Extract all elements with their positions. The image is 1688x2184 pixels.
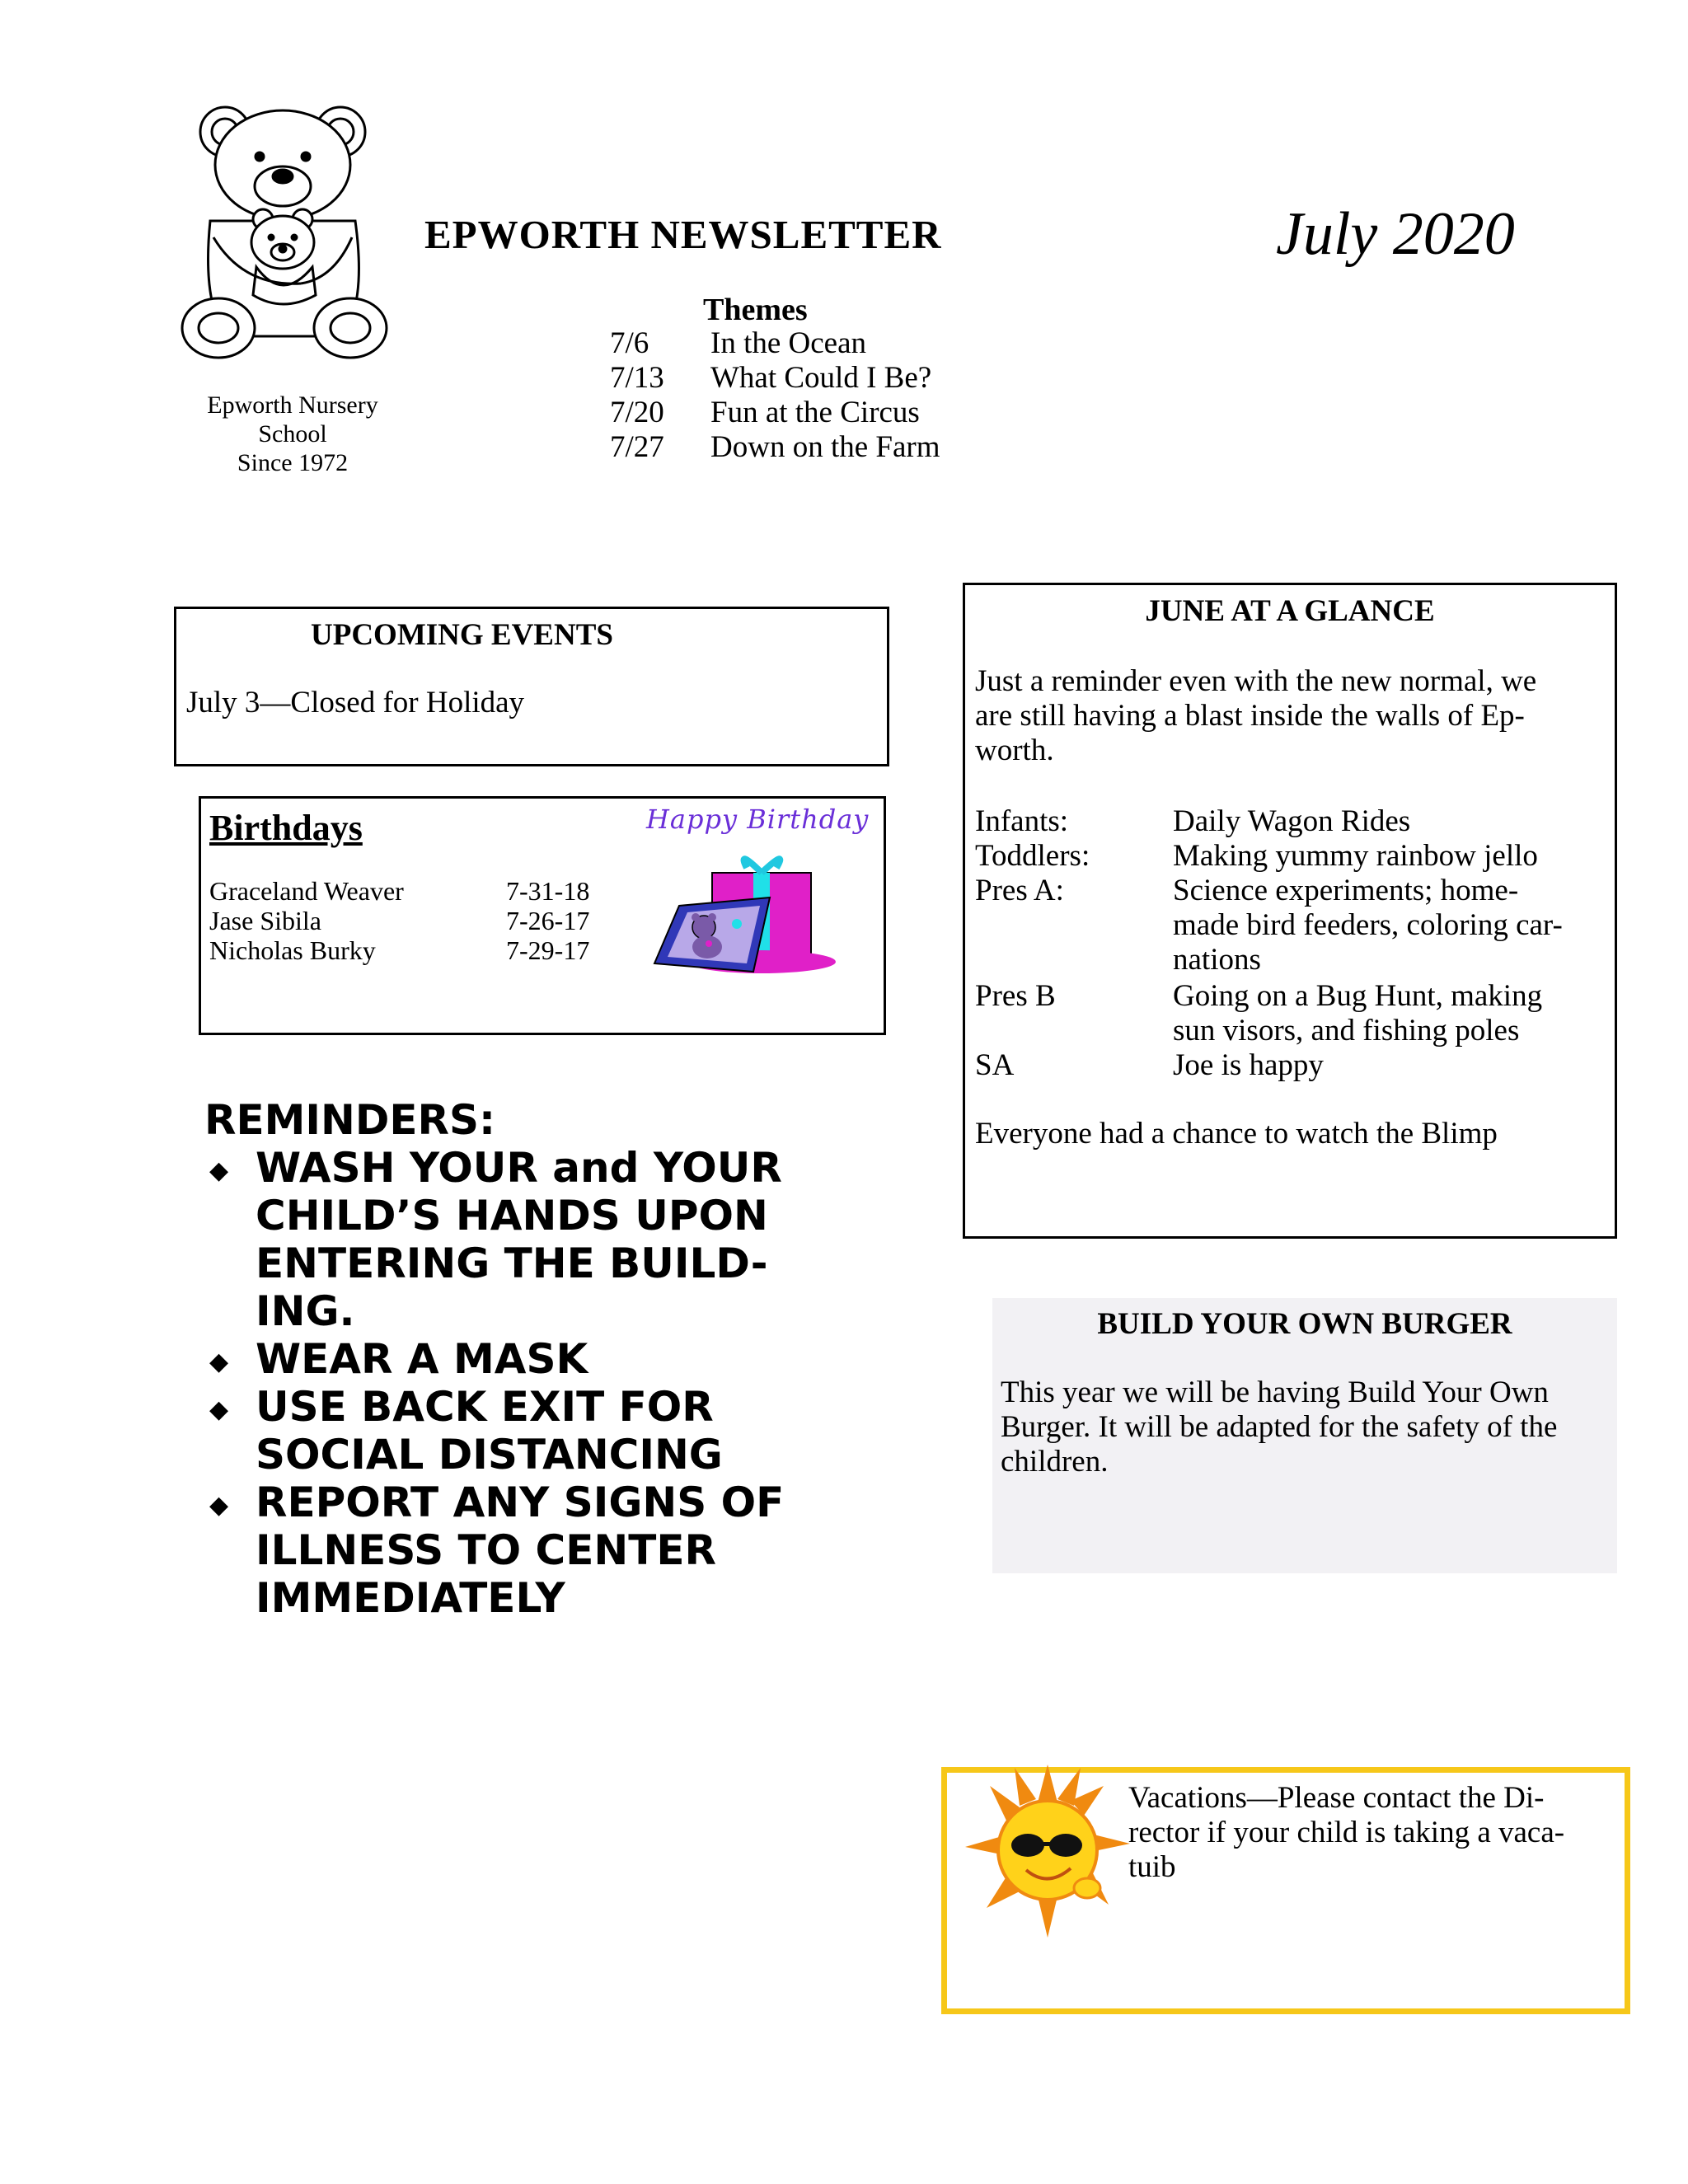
glance-intro-line: are still having a blast inside the walls of Ep- <box>975 699 1525 733</box>
june-at-a-glance-heading: JUNE AT A GLANCE <box>1145 594 1435 628</box>
reminder-line: SOCIAL DISTANCING <box>256 1431 723 1479</box>
theme-name: Fun at the Circus <box>710 396 920 429</box>
vacation-text <box>1128 1781 1615 1885</box>
theme-row <box>610 396 940 430</box>
glance-text-line: Science experiments; home- <box>1173 874 1519 907</box>
reminders-heading: REMINDERS: <box>204 1096 496 1144</box>
glance-text-line: nations <box>1173 943 1261 977</box>
glance-text-line: Joe is happy <box>1173 1048 1324 1082</box>
diamond-bullet-icon: ◆ <box>209 1395 229 1424</box>
themes-heading: Themes <box>703 293 808 327</box>
themes-list <box>610 326 940 465</box>
glance-text-line: Making yummy rainbow jello <box>1173 839 1538 873</box>
reminder-line: ILLNESS TO CENTER <box>256 1526 716 1574</box>
diamond-bullet-icon: ◆ <box>209 1347 229 1376</box>
glance-text-line: sun visors, and fishing poles <box>1173 1014 1520 1047</box>
sun-sunglasses-icon <box>965 1765 1130 1938</box>
issue-date: July 2020 <box>1276 200 1515 268</box>
reminder-line: REPORT ANY SIGNS OF <box>256 1479 785 1526</box>
vacation-text-line: Vacations—Please contact the Di- <box>1128 1781 1545 1815</box>
school-name-line: School <box>258 420 327 448</box>
theme-date: 7/20 <box>610 396 664 429</box>
reminder-item <box>204 1383 847 1479</box>
reminder-line: IMMEDIATELY <box>256 1574 565 1622</box>
birthday-name: Graceland Weaver <box>209 876 404 906</box>
glance-label: SA <box>975 1048 1015 1082</box>
glance-label: Pres A: <box>975 874 1064 907</box>
birthday-date: 7-29-17 <box>506 935 590 965</box>
birthday-row <box>209 906 589 936</box>
birthday-date: 7-26-17 <box>506 906 590 935</box>
burger-text-line: Burger. It will be adapted for the safety of the <box>1001 1410 1558 1444</box>
glance-text <box>1173 1048 1601 1083</box>
reminder-line: ENTERING THE BUILD- <box>256 1240 768 1287</box>
birthday-name: Nicholas Burky <box>209 935 376 965</box>
reminder-line: USE BACK EXIT FOR <box>256 1383 714 1431</box>
birthday-date: 7-31-18 <box>506 876 590 906</box>
event-item: July 3—Closed for Holiday <box>186 686 525 719</box>
upcoming-events-heading: UPCOMING EVENTS <box>311 618 613 652</box>
reminder-line: WEAR A MASK <box>256 1335 588 1383</box>
theme-date: 7/6 <box>610 326 649 360</box>
reminder-item <box>204 1479 847 1622</box>
birthday-row <box>209 935 589 966</box>
glance-text-line: Going on a Bug Hunt, making <box>1173 979 1543 1013</box>
vacation-text-line: rector if your child is taking a vaca- <box>1128 1816 1565 1849</box>
burger-text <box>1001 1376 1611 1479</box>
glance-intro <box>975 664 1601 768</box>
reminder-line: CHILD’S HANDS UPON <box>256 1192 768 1240</box>
birthday-name: Jase Sibila <box>209 906 321 935</box>
glance-text-line: Daily Wagon Rides <box>1173 804 1411 838</box>
reminders-section <box>204 1096 847 1622</box>
newsletter-title: EPWORTH NEWSLETTER <box>424 212 942 257</box>
theme-row <box>610 361 940 396</box>
diamond-bullet-icon: ◆ <box>209 1156 229 1185</box>
teddy-bear-logo <box>177 97 408 361</box>
glance-label: Infants: <box>975 804 1069 838</box>
reminder-line: ING. <box>256 1287 355 1335</box>
theme-date: 7/27 <box>610 430 664 464</box>
glance-text-line: made bird feeders, coloring car- <box>1173 908 1563 942</box>
burger-heading: BUILD YOUR OWN BURGER <box>1097 1307 1512 1341</box>
diamond-bullet-icon: ◆ <box>209 1491 229 1520</box>
glance-text <box>1173 979 1601 1048</box>
upcoming-events-box <box>174 607 889 766</box>
theme-row <box>610 430 940 465</box>
glance-intro-line: Just a reminder even with the new normal, we <box>975 664 1537 698</box>
theme-name: In the Ocean <box>710 326 867 360</box>
glance-text <box>1173 839 1601 874</box>
school-name <box>177 391 408 477</box>
burger-text-line: This year we will be having Build Your Own <box>1001 1376 1549 1409</box>
school-name-line: Since 1972 <box>237 449 349 476</box>
vacation-text-line: tuib <box>1128 1850 1176 1884</box>
reminder-item <box>204 1144 847 1335</box>
birthdays-box <box>199 796 886 1035</box>
glance-text <box>1173 874 1601 977</box>
glance-label: Toddlers: <box>975 839 1090 873</box>
reminder-line: WASH YOUR and YOUR <box>256 1144 782 1192</box>
school-name-line: Epworth Nursery <box>207 391 378 419</box>
burger-text-line: children. <box>1001 1445 1109 1479</box>
birthdays-heading: Birthdays <box>209 808 363 848</box>
glance-footer: Everyone had a chance to watch the Blimp <box>975 1117 1498 1151</box>
glance-text <box>1173 804 1601 839</box>
happy-birthday-caption: Happy Birthday <box>646 804 870 835</box>
birthday-row <box>209 876 589 907</box>
birthday-gift-icon <box>646 848 836 980</box>
theme-name: What Could I Be? <box>710 361 932 395</box>
glance-label: Pres B <box>975 979 1056 1013</box>
vacation-box <box>941 1767 1630 2014</box>
burger-box <box>992 1298 1617 1573</box>
glance-intro-line: worth. <box>975 733 1054 767</box>
theme-row <box>610 326 940 361</box>
theme-date: 7/13 <box>610 361 664 395</box>
reminder-item <box>204 1335 847 1383</box>
june-at-a-glance-box <box>963 583 1617 1239</box>
theme-name: Down on the Farm <box>710 430 940 464</box>
